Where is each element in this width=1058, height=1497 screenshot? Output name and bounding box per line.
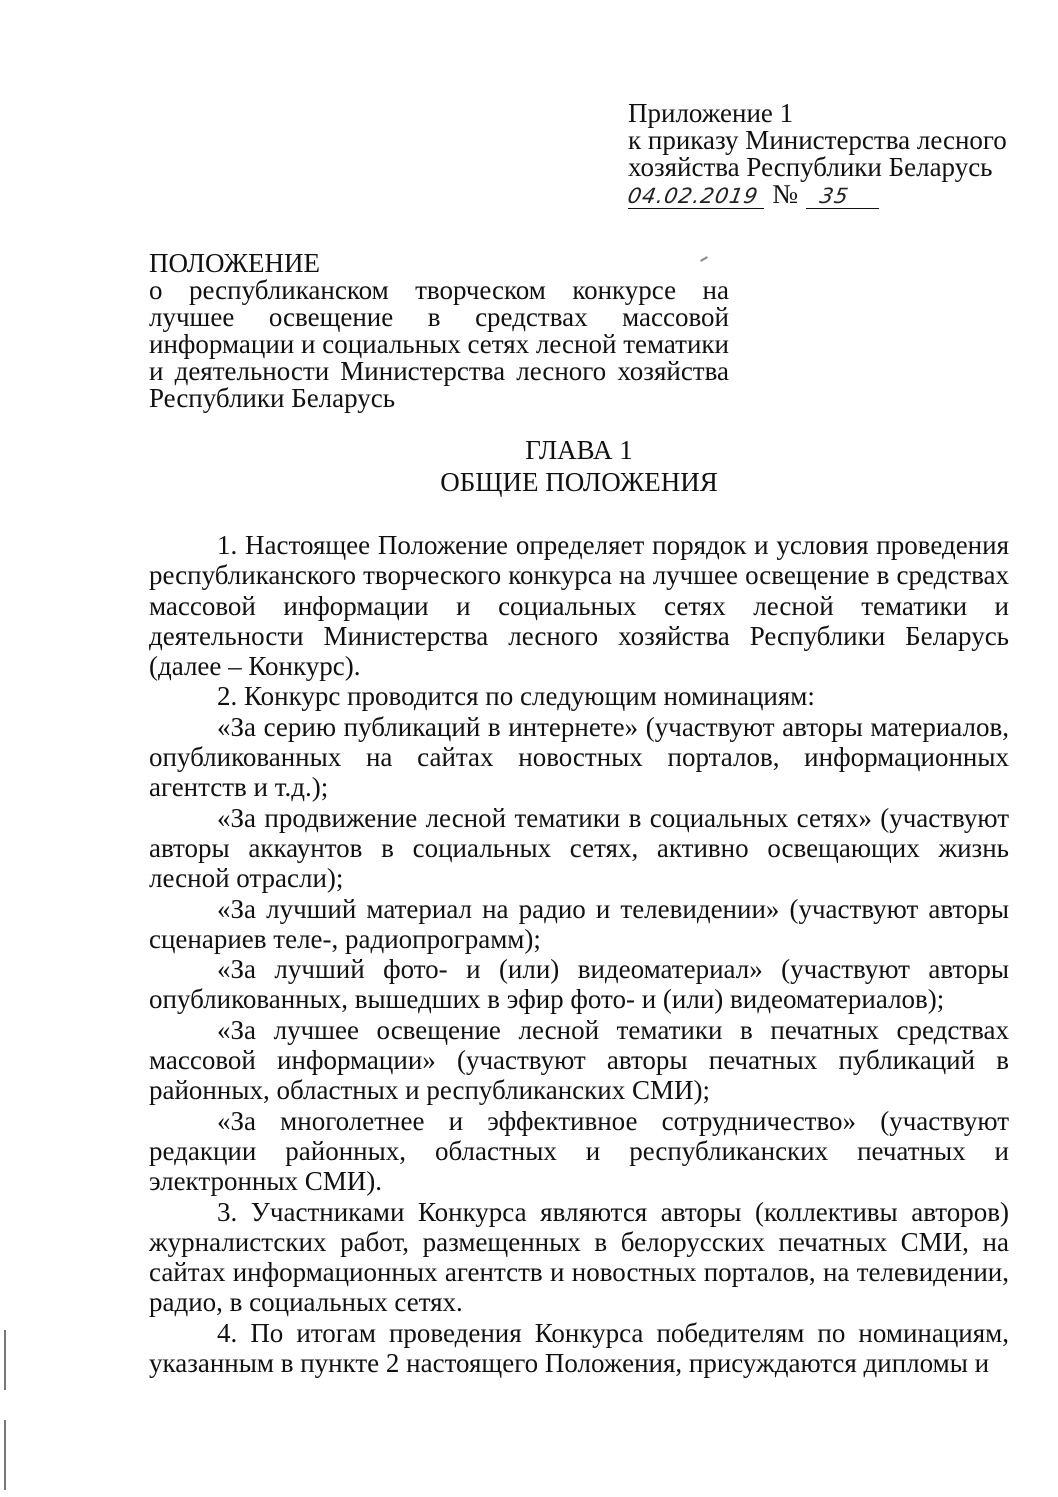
nomination-internet: «За серию публикаций в интернете» (участвуют авторы материалов, опубликованных на сайтах новостных порталов, информационных агентств и т.д.); [149, 711, 1009, 803]
nomination-print: «За лучшее освещение лесной тематики в печатных средствах массовой информации» (участвуют авторы печатных публикаций в районных, областных и республиканских СМИ); [149, 1014, 1009, 1106]
chapter-number: ГЛАВА 1 [525, 435, 633, 465]
appendix-order-ref: к приказу Министерства лесного [628, 125, 1007, 155]
title-line-4: и деятельности Министерства лесного хозяйства [149, 356, 729, 386]
chapter-title: ОБЩИЕ ПОЛОЖЕНИЯ [440, 467, 718, 497]
paragraph-4: 4. По итогам проведения Конкурса победителям по номинациям, указанным в пункте 2 настоящего Положения, присуждаются дипломы и [149, 1317, 1009, 1379]
handwritten-date: 04.02.2019 [625, 184, 761, 208]
document-body [149, 530, 1009, 1378]
paragraph-1: 1. Настоящее Положение определяет порядок и условия проведения республиканского творческого конкурса на лучшее освещение в средствах массовой информации и социальных сетях лесной тематики и деятельности Министерства лесного хозяйства Республики Беларусь (далее – Конкурс). [149, 530, 1009, 682]
appendix-ministry: хозяйства Республики Беларусь [628, 152, 993, 182]
order-number [806, 182, 879, 209]
nomination-social: «За продвижение лесной тематики в социальных сетях» (участвуют авторы аккаунтов в социальных сетях, активно освещающих жизнь лесной отрасли); [149, 802, 1009, 894]
title-line-2: лучшее освещение в средствах массовой [149, 302, 729, 332]
title-line-1: о республиканском творческом конкурсе на [149, 275, 729, 305]
title-line-5: Республики Беларусь [149, 383, 396, 413]
paragraph-2: 2. Конкурс проводится по следующим номинациям: [217, 681, 815, 712]
order-date [625, 182, 764, 209]
appendix-title: Приложение 1 [628, 98, 794, 128]
scan-margin-mark [4, 1330, 6, 1390]
nomination-cooperation: «За многолетнее и эффективное сотрудничество» (участвуют редакции районных, областных и республиканских печатных и электронных СМИ). [149, 1105, 1009, 1197]
paragraph-3: 3. Участниками Конкурса являются авторы (коллективы авторов) журналистских работ, размещенных в белорусских печатных СМИ, на сайтах информационных агентств и новостных порталов, на телевидении, радио, в социальных сетях. [149, 1196, 1009, 1318]
nomination-radio-tv: «За лучший материал на радио и телевидении» (участвуют авторы сценариев теле-, радиопрограмм); [149, 893, 1009, 954]
title-line-3: информации и социальных сетях лесной тематики [149, 329, 729, 359]
handwritten-number: 35 [817, 184, 851, 208]
order-date-number [625, 179, 1028, 211]
number-sign: № [772, 179, 799, 209]
appendix-header [625, 98, 1028, 211]
scan-margin-mark [4, 1420, 6, 1490]
nomination-photo-video: «За лучший фото- и (или) видеоматериал» (участвуют авторы опубликованных, вышедших в эфир фото- и (или) видеоматериалов); [149, 954, 1009, 1015]
document-title: ПОЛОЖЕНИЕ [149, 248, 320, 278]
document-title-block [149, 250, 729, 412]
